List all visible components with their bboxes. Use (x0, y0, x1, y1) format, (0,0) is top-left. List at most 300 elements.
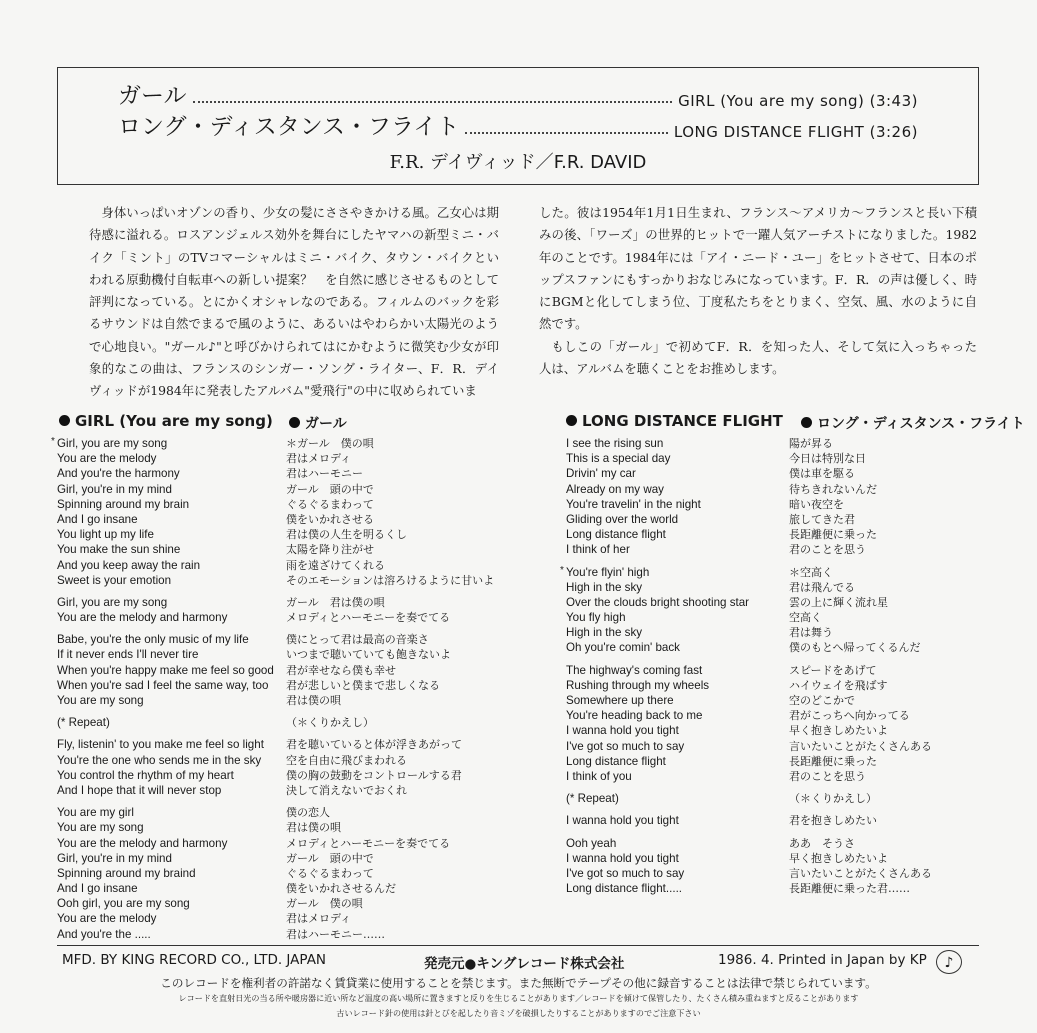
lyric-text: (* Repeat) (57, 716, 110, 730)
lyric-text: I see the rising sun (566, 437, 664, 450)
lyric-line (566, 881, 749, 896)
lyric-text: 君はハーモニー (286, 467, 363, 481)
lyric-text: 君がこっちへ向かってる (789, 709, 910, 723)
lyric-line (566, 466, 749, 481)
lyric-text: Over the clouds bright shooting star (566, 595, 750, 609)
lyric-line (286, 436, 494, 451)
stanza-gap (286, 798, 494, 805)
lyric-line (566, 791, 749, 806)
lyric-line (566, 663, 749, 678)
lyric-line (57, 820, 274, 835)
lyric-line (566, 693, 749, 708)
lyric-text: 長距離便に乗った (789, 754, 877, 768)
lyric-text: Girl, you're in my mind (57, 482, 172, 496)
lyric-text: 君を聴いていると体が浮きあがって (286, 738, 462, 752)
lyric-text: This is a special day (566, 452, 671, 466)
lyric-text: ＊空高く (789, 565, 833, 579)
lyric-line (560, 564, 749, 580)
stanza-gap (286, 625, 494, 632)
lyric-line (566, 580, 749, 595)
liner-notes-right (539, 202, 977, 380)
lyric-line (286, 737, 494, 752)
lyric-text: And I go insane (57, 512, 138, 526)
lyric-text: 君はメロディ (286, 912, 352, 926)
lyric-text: 僕の恋人 (286, 806, 330, 820)
lyric-line (789, 542, 932, 557)
lyric-text: Somewhere up there (566, 694, 674, 707)
lyric-line (286, 836, 494, 851)
lyric-text: 空のどこかで (789, 694, 855, 707)
lyric-text: ああ そうさ (789, 836, 855, 850)
lyric-text: 空高く (789, 611, 822, 625)
dot-leader (193, 101, 673, 103)
flight-lyrics-jp (789, 436, 932, 896)
lyric-text: 君は僕の人生を明るくし (286, 528, 407, 542)
lyric-line (57, 466, 274, 481)
lyric-line (286, 542, 494, 557)
lyric-text: ぐるぐるまわって (286, 497, 374, 511)
lyric-line (789, 851, 932, 866)
stanza-gap (286, 588, 494, 595)
lyric-text: You're flyin' high (566, 565, 650, 579)
lyric-line (57, 527, 274, 542)
lyric-text: I wanna hold you tight (566, 724, 679, 738)
stanza-gap (566, 829, 749, 836)
lyric-line (789, 565, 932, 580)
lyric-text: 長距離便に乗った君…… (789, 882, 910, 896)
distributor-credit: 発売元●キングレコード株式会社 (424, 956, 625, 972)
lyric-line (789, 610, 932, 625)
lyric-line (286, 851, 494, 866)
flight-heading-en-text: LONG DISTANCE FLIGHT (582, 412, 783, 430)
lyric-line (57, 866, 274, 881)
lyric-text: （＊くりかえし） (789, 792, 877, 806)
lyric-text: Spinning around my braind (57, 866, 196, 880)
lyric-line (57, 737, 274, 752)
lyric-line (566, 851, 749, 866)
lyric-line (286, 896, 494, 911)
girl-lyrics-en (51, 436, 274, 942)
lyric-line (286, 573, 494, 588)
lyric-text: 僕をいかれさせるんだ (286, 882, 396, 896)
repeat-mark: * (560, 564, 564, 576)
lyric-text: 君のことを思う (789, 769, 866, 783)
lyric-line (57, 896, 274, 911)
liner-paragraph: した。彼は1954年1月1日生まれ、フランス～アメリカ～フランスと長い下積みの後、「ワーズ」の世界的ヒットで一躍人気アーチストになりました。1982年のことです。1984年には「アイ・ニード・ユー」をヒットさせて、日本のポップスファンにもすっかりおなじみになっています。F．R．の声は優しく、時にBGMと化してしまう位、丁度私たちをとりまく、空気、風、水のように自然です。 (539, 205, 977, 332)
stanza-gap (566, 656, 749, 663)
lyric-text: The highway's coming fast (566, 663, 703, 677)
lyric-line (789, 580, 932, 595)
lyric-line (789, 527, 932, 542)
dot-leader (465, 132, 668, 134)
lyric-line (789, 739, 932, 754)
lyric-text: 君は舞う (789, 626, 833, 640)
girl-heading-en (59, 412, 273, 430)
lyric-text: ガール 君は僕の唄 (286, 595, 385, 609)
lyric-text: 今日は特別な日 (789, 452, 866, 466)
stanza-gap (566, 806, 749, 813)
stanza-gap (286, 708, 494, 715)
lyric-text: You're heading back to me (566, 709, 703, 723)
lyric-line (286, 527, 494, 542)
lyric-line (789, 708, 932, 723)
lyric-line (57, 715, 274, 730)
lyric-line (286, 451, 494, 466)
lyric-text: You are the melody and harmony (57, 611, 228, 625)
lyric-text: ガール 僕の唄 (286, 897, 363, 911)
stanza-gap (57, 625, 274, 632)
lyric-text: Long distance flight (566, 754, 666, 768)
lyric-text: You make the sun shine (57, 543, 181, 557)
lyric-line (566, 512, 749, 527)
stanza-gap (57, 730, 274, 737)
lyric-text: You're travelin' in the night (566, 497, 701, 511)
footer-divider (57, 945, 979, 946)
lyric-line (789, 693, 932, 708)
lyric-line (566, 640, 749, 655)
disc-note-icon: ♪ (936, 950, 962, 974)
lyric-text: 君が幸せなら僕も幸せ (286, 663, 396, 677)
stanza-gap (566, 784, 749, 791)
lyric-line (286, 512, 494, 527)
lyric-line (57, 805, 274, 820)
lyric-text: And you keep away the rain (57, 558, 201, 572)
lyric-line (789, 482, 932, 497)
lyric-text: You are my song (57, 821, 144, 835)
lyric-text: I wanna hold you tight (566, 851, 679, 865)
lyric-line (286, 663, 494, 678)
lyric-text: 陽が昇る (789, 437, 833, 450)
lyric-line (566, 595, 749, 610)
bullet-dot-icon (289, 417, 300, 428)
lyric-line (286, 805, 494, 820)
lyric-line (566, 708, 749, 723)
track-1-title-row (118, 82, 918, 110)
lyric-line (57, 482, 274, 497)
lyric-line (286, 820, 494, 835)
stanza-gap (566, 558, 749, 565)
lyric-text: 君は僕の唄 (286, 821, 341, 835)
stanza-gap (57, 798, 274, 805)
lyric-text: 暗い夜空を (789, 497, 844, 511)
lyric-line (566, 678, 749, 693)
lyric-line (286, 693, 494, 708)
lyric-text: And you're the ..... (57, 927, 151, 941)
lyric-line (57, 573, 274, 588)
lyric-line (789, 663, 932, 678)
lyric-text: When you're sad I feel the same way, too (57, 678, 269, 692)
lyric-text: 雲の上に輝く流れ星 (789, 595, 888, 609)
manufacturer-credit: MFD. BY KING RECORD CO., LTD. JAPAN (62, 952, 327, 968)
lyric-line (566, 836, 749, 851)
lyric-line (57, 663, 274, 678)
lyric-text: Already on my way (566, 482, 664, 496)
lyric-line (57, 497, 274, 512)
copyright-warning: このレコードを権利者の許諾なく賃貸業に使用することを禁じます。また無断でテープその他に録音することは法律で禁じられています。 (160, 976, 877, 990)
artist-line (58, 148, 978, 174)
lyric-line (566, 769, 749, 784)
stanza-gap (789, 558, 932, 565)
lyric-text: And I hope that it will never stop (57, 783, 222, 797)
lyric-text: 僕をいかれさせる (286, 512, 374, 526)
lyric-line (286, 497, 494, 512)
lyric-text: I think of you (566, 769, 632, 783)
lyric-line (286, 715, 494, 730)
lyric-text: You're the one who sends me in the sky (57, 753, 262, 767)
lyric-text: 空を自由に飛びまわれる (286, 753, 407, 767)
lyric-text: Drivin' my car (566, 467, 636, 481)
flight-heading-jp-text: ロング・ディスタンス・フライト (817, 416, 1025, 432)
lyric-line (57, 927, 274, 942)
lyric-text: Ooh yeah (566, 836, 617, 850)
lyric-text: ぐるぐるまわって (286, 866, 374, 880)
bullet-dot-icon (59, 415, 70, 426)
lyric-text: Babe, you're the only music of my life (57, 633, 249, 647)
lyric-text: Sweet is your emotion (57, 573, 172, 587)
lyric-line (57, 836, 274, 851)
lyric-text: When you're happy make me feel so good (57, 663, 274, 677)
lyric-text: 決して消えないでおくれ (286, 783, 407, 797)
needle-warning: 古いレコード針の使用は針とびを起したり音ミゾを破損したりすることがありますのでご注意下さい (336, 1008, 701, 1018)
lyric-line (789, 497, 932, 512)
lyric-text: Long distance flight..... (566, 882, 683, 896)
lyric-text: メロディとハーモニーを奏でてる (286, 836, 451, 850)
lyric-line (286, 678, 494, 693)
lyric-text: High in the sky (566, 626, 643, 640)
lyric-line (789, 791, 932, 806)
lyric-line (789, 595, 932, 610)
lyric-line (286, 911, 494, 926)
lyric-text: そのエモーションは溶ろけるように甘いよ (286, 573, 495, 587)
lyric-text: 君は飛んでる (789, 580, 855, 594)
lyric-line (57, 632, 274, 647)
lyric-line (789, 640, 932, 655)
flight-heading-en (566, 412, 783, 430)
lyric-line (286, 927, 494, 942)
lyric-line (57, 693, 274, 708)
lyric-text: If it never ends I'll never tire (57, 648, 199, 662)
lyric-line (566, 754, 749, 769)
lyric-line (789, 754, 932, 769)
lyric-text: Gliding over the world (566, 512, 679, 526)
lyric-line (789, 881, 932, 896)
lyric-text: ガール 頭の中で (286, 482, 374, 496)
lyric-line (789, 625, 932, 640)
lyric-line (57, 542, 274, 557)
lyric-line (286, 482, 494, 497)
lyric-text: 君のことを思う (789, 543, 866, 557)
lyric-text: I've got so much to say (566, 866, 685, 880)
lyric-line (286, 881, 494, 896)
track-2-title-en: LONG DISTANCE FLIGHT (3:26) (673, 123, 918, 141)
care-warning: レコードを直射日光の当る所や暖房器に近い所など温度の高い場所に置きますと反りを生じることがあります／レコードを傾けて保管したり、たくさん積み重ねますと反ることがあります (178, 993, 859, 1003)
track-1-title-en: GIRL (You are my song) (3:43) (678, 92, 918, 110)
lyric-line (789, 678, 932, 693)
lyric-line (566, 451, 749, 466)
girl-heading-en-text: GIRL (You are my song) (75, 412, 273, 430)
lyric-text: 君はハーモニー…… (286, 927, 385, 941)
lyric-text: （＊くりかえし） (286, 716, 374, 730)
lyric-text: Oh you're comin' back (566, 641, 680, 655)
lyric-line (57, 558, 274, 573)
lyric-line (57, 595, 274, 610)
lyric-line (286, 610, 494, 625)
lyric-text: I think of her (566, 543, 630, 557)
lyric-line (286, 558, 494, 573)
lyric-text: Ooh girl, you are my song (57, 897, 190, 911)
lyric-text: 長距離便に乗った (789, 528, 877, 542)
lyric-line (57, 768, 274, 783)
lyric-line (286, 768, 494, 783)
lyric-text: You control the rhythm of my heart (57, 768, 234, 782)
lyric-text: Girl, you are my song (57, 595, 168, 609)
lyric-line (51, 436, 274, 451)
lyric-text: I wanna hold you tight (566, 814, 679, 828)
lyric-text: 君を抱きしめたい (789, 814, 877, 828)
title-box (57, 67, 979, 185)
lyric-line (57, 783, 274, 798)
lyric-text: Rushing through my wheels (566, 678, 710, 692)
lyric-line (789, 813, 932, 828)
bullet-dot-icon (801, 417, 812, 428)
lyric-line (286, 632, 494, 647)
track-2-title-jp: ロング・ディスタンス・フライト (118, 114, 460, 140)
lyric-line (286, 753, 494, 768)
lyric-text: 太陽を降り注がせ (286, 543, 374, 557)
lyric-text: You are my girl (57, 806, 134, 820)
girl-heading-jp-text: ガール (305, 416, 347, 432)
lyric-line (789, 512, 932, 527)
lyric-line (566, 497, 749, 512)
lyric-text: 旅してきた君 (789, 512, 855, 526)
lyric-text: いつまで聴いていても飽きないよ (286, 648, 451, 662)
stanza-gap (789, 656, 932, 663)
lyric-text: I've got so much to say (566, 739, 685, 753)
lyric-line (57, 881, 274, 896)
lyric-line (789, 436, 932, 451)
lyric-line (566, 813, 749, 828)
lyric-text: ガール 頭の中で (286, 851, 374, 865)
lyric-line (789, 866, 932, 881)
lyric-text: Girl, you're in my mind (57, 851, 172, 865)
lyric-text: You are my song (57, 694, 144, 707)
lyric-text: And I go insane (57, 882, 138, 896)
lyric-text: 僕のもとへ帰ってくるんだ (789, 641, 921, 655)
lyric-text: メロディとハーモニーを奏でてる (286, 611, 451, 625)
lyric-text: Girl, you are my song (57, 437, 168, 450)
lyric-line (286, 647, 494, 662)
lyric-line (57, 851, 274, 866)
artist-jp: F.R. デイヴィッド／ (389, 152, 554, 173)
lyric-text: 僕にとって君は最高の音楽さ (286, 633, 429, 647)
lyric-text: スピードをあげて (789, 663, 877, 677)
girl-lyrics-jp (286, 436, 494, 942)
lyric-line (566, 723, 749, 738)
lyric-text: 僕は車を駆る (789, 467, 855, 481)
lyric-text: 君は僕の唄 (286, 694, 341, 707)
lyric-line (57, 678, 274, 693)
lyric-text: 早く抱きしめたいよ (789, 724, 888, 738)
footer-credits (62, 952, 974, 974)
lyric-text: High in the sky (566, 580, 643, 594)
stanza-gap (789, 806, 932, 813)
lyric-line (566, 436, 749, 451)
stanza-gap (286, 730, 494, 737)
lyric-line (789, 836, 932, 851)
lyric-text: 雨を遠ざけてくれる (286, 558, 385, 572)
flight-lyrics-en (560, 436, 750, 896)
lyric-line (286, 783, 494, 798)
lyric-text: You are the melody (57, 912, 157, 926)
lyric-text: Spinning around my brain (57, 497, 190, 511)
lyric-text: 早く抱きしめたいよ (789, 851, 888, 865)
liner-paragraph: もしこの「ガール」で初めてF．R．を知った人、そして気に入っちゃった人は、アルバムを聴くことをお推めします。 (539, 338, 977, 377)
lyric-line (57, 610, 274, 625)
stanza-gap (789, 784, 932, 791)
lyric-text: 言いたいことがたくさんある (789, 866, 932, 880)
lyric-text: And you're the harmony (57, 467, 180, 481)
repeat-mark: * (51, 436, 55, 447)
lyric-line (566, 625, 749, 640)
lyric-line (789, 723, 932, 738)
lyric-line (789, 451, 932, 466)
lyric-line (286, 595, 494, 610)
girl-heading-jp (289, 413, 347, 433)
lyric-text: (* Repeat) (566, 792, 619, 806)
lyric-line (57, 647, 274, 662)
lyric-line (789, 466, 932, 481)
lyric-text: You fly high (566, 611, 626, 625)
liner-notes-left (89, 202, 499, 403)
artist-en: F.R. DAVID (553, 152, 647, 173)
lyric-line (286, 866, 494, 881)
bullet-dot-icon (566, 415, 577, 426)
lyric-text: You are the melody (57, 452, 157, 466)
print-credit: 1986. 4. Printed in Japan by KP (718, 952, 927, 968)
lyric-line (566, 527, 749, 542)
lyric-text: 君はメロディ (286, 452, 352, 466)
lyric-text: Fly, listenin' to you make me feel so light (57, 738, 264, 752)
lyric-line (57, 512, 274, 527)
track-1-title-jp: ガール (118, 83, 187, 109)
lyric-text: Long distance flight (566, 528, 666, 542)
lyric-text: You light up my life (57, 528, 154, 542)
flight-heading-jp (801, 413, 1025, 433)
lyric-text: 待ちきれないんだ (789, 482, 877, 496)
stanza-gap (789, 829, 932, 836)
lyric-line (57, 451, 274, 466)
lyric-text: 言いたいことがたくさんある (789, 739, 932, 753)
lyric-line (566, 542, 749, 557)
lyric-line (566, 739, 749, 754)
lyric-line (57, 753, 274, 768)
stanza-gap (57, 588, 274, 595)
lyric-text: ＊ガール 僕の唄 (286, 437, 374, 450)
liner-paragraph: 身体いっぱいオゾンの香り、少女の髪にささやきかける風。乙女心は期待感に溢れる。ロスアンジェルス効外を舞台にしたヤマハの新型ミニ・バイク「ミント」のTVコマーシャルはミニ・バイク、タウン・バイクといわれる原動機付自転車への新しい提案？ を自然に感じさせるものとして評判になっている。とにかくオシャレなのである。フィルムのバックを彩るサウンドは自然でまるで風のように、あるいはやわらかい太陽光のようで心地良い。"ガール♪"と呼びかけられてはにかむように微笑む少女が印象的なこの曲は、フランスのシンガー・ソング・ライター、F．R．デイヴィッドが1984年に発表したアルバム"愛飛行"の中に収められていま (89, 205, 499, 399)
lyric-line (566, 482, 749, 497)
lyric-text: 君が悲しいと僕まで悲しくなる (286, 678, 440, 692)
lyric-line (566, 610, 749, 625)
lyric-line (286, 466, 494, 481)
lyric-text: You are the melody and harmony (57, 836, 228, 850)
stanza-gap (57, 708, 274, 715)
lyric-line (789, 769, 932, 784)
track-2-title-row (118, 113, 918, 141)
lyric-line (566, 866, 749, 881)
lyric-text: 僕の胸の鼓動をコントロールする君 (286, 768, 462, 782)
lyric-text: ハイウェイを飛ばす (789, 678, 888, 692)
lyric-line (57, 911, 274, 926)
